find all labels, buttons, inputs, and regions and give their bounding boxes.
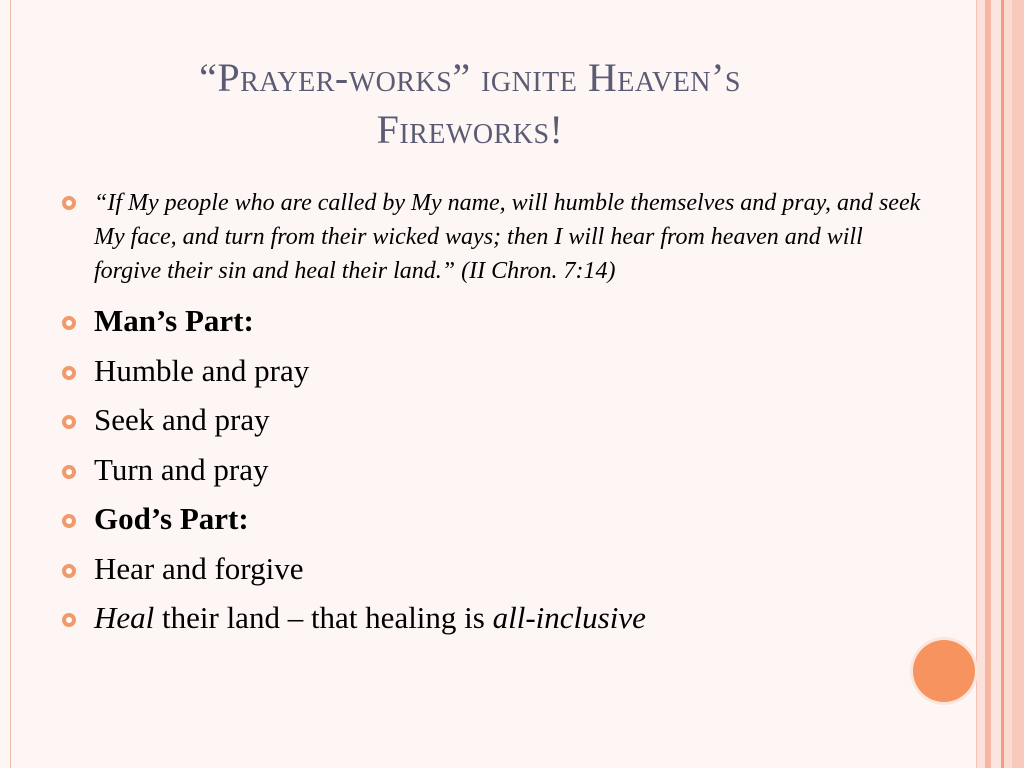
- title-line-2: Fireworks!: [376, 107, 564, 152]
- list-item-text: their land – that healing is: [154, 600, 493, 635]
- list-item: [62, 550, 922, 588]
- bullet-list: [62, 186, 922, 649]
- bullet-icon: [62, 465, 76, 479]
- left-border: [0, 0, 11, 768]
- right-decorative-stripes: [976, 0, 1024, 768]
- list-item-gods-part: [62, 500, 922, 538]
- bullet-icon: [62, 613, 76, 627]
- list-item-text: Seek and pray: [94, 402, 270, 437]
- decorative-circle: [913, 640, 975, 702]
- bullet-icon: [62, 514, 76, 528]
- bullet-icon: [62, 316, 76, 330]
- title-line-1: “Prayer-works” ignite Heaven’s: [199, 55, 741, 100]
- bullet-icon: [62, 366, 76, 380]
- emphasis-heal: Heal: [94, 600, 155, 635]
- list-item-text: Humble and pray: [94, 352, 310, 388]
- list-item-text: God’s Part:: [94, 501, 249, 536]
- emphasis-all-inclusive: all-inclusive: [492, 600, 646, 635]
- list-item-text: Man’s Part:: [94, 303, 254, 338]
- bullet-icon: [62, 564, 76, 578]
- list-item-mans-part: [62, 302, 922, 340]
- list-item: [62, 451, 922, 489]
- list-item: [62, 352, 922, 390]
- bullet-icon: [62, 415, 76, 429]
- list-item-text: Hear and forgive: [94, 550, 304, 586]
- list-item-text: Turn and pray: [94, 451, 269, 487]
- bullet-icon: [62, 196, 76, 210]
- list-item: [62, 401, 922, 439]
- scripture-quote: [62, 186, 922, 288]
- quote-text: “If My people who are called by My name, will humble themselves and pray, and seek My face, and turn from their wicked ways; then I will hear from heaven and will forgive their sin and heal their land.” (II Chron. 7:14): [94, 190, 921, 284]
- list-item-heal: [62, 599, 922, 637]
- slide-title: [60, 52, 880, 156]
